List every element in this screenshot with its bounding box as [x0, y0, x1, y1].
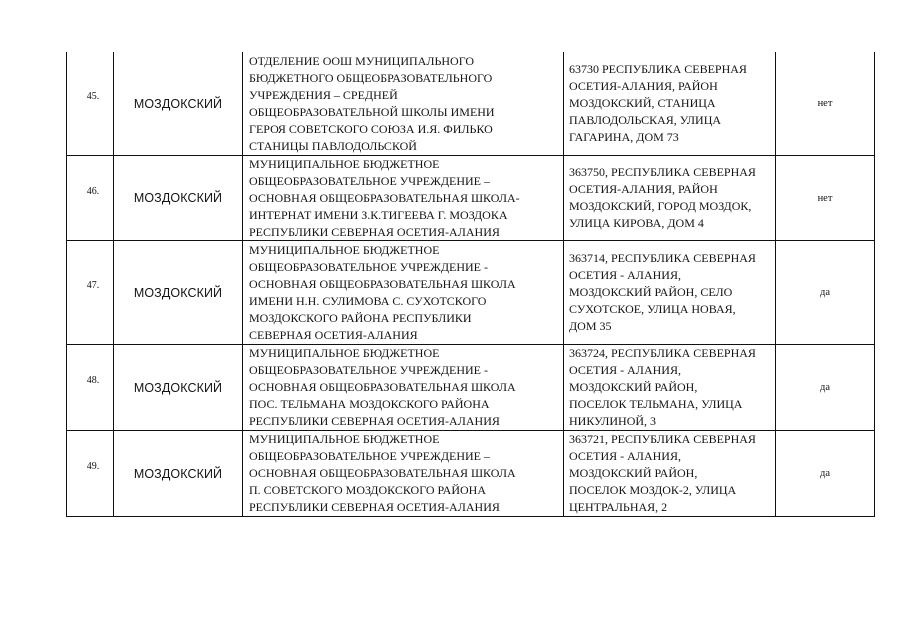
yes-no-cell: да: [775, 431, 875, 516]
schools-table: [66, 52, 875, 517]
row-number: 46.: [66, 156, 113, 240]
table-row: [66, 431, 875, 517]
row-number: 47.: [66, 241, 113, 344]
district-cell: МОЗДОКСКИЙ: [113, 241, 242, 344]
table-row: [66, 241, 875, 345]
address-cell: 363750, РЕСПУБЛИКА СЕВЕРНАЯ ОСЕТИЯ-АЛАНИЯ, РАЙОН МОЗДОКСКИЙ, ГОРОД МОЗДОК, УЛИЦА КИРОВА, ДОМ 4: [563, 156, 775, 240]
address-cell: 363721, РЕСПУБЛИКА СЕВЕРНАЯ ОСЕТИЯ - АЛАНИЯ, МОЗДОКСКИЙ РАЙОН, ПОСЕЛОК МОЗДОК-2, УЛИЦА ЦЕНТРАЛЬНАЯ, 2: [563, 431, 775, 516]
district-cell: МОЗДОКСКИЙ: [113, 156, 242, 240]
yes-no-cell: да: [775, 241, 875, 344]
yes-no-cell: да: [775, 345, 875, 430]
table-row: [66, 345, 875, 431]
address-cell: 363724, РЕСПУБЛИКА СЕВЕРНАЯ ОСЕТИЯ - АЛАНИЯ, МОЗДОКСКИЙ РАЙОН, ПОСЕЛОК ТЕЛЬМАНА, УЛИЦА НИКУЛИНОЙ, 3: [563, 345, 775, 430]
table-row: [66, 156, 875, 241]
district-cell: МОЗДОКСКИЙ: [113, 52, 242, 155]
district-cell: МОЗДОКСКИЙ: [113, 345, 242, 430]
address-cell: 363714, РЕСПУБЛИКА СЕВЕРНАЯ ОСЕТИЯ - АЛАНИЯ, МОЗДОКСКИЙ РАЙОН, СЕЛО СУХОТСКОЕ, УЛИЦА НОВАЯ, ДОМ 35: [563, 241, 775, 344]
address-cell: 63730 РЕСПУБЛИКА СЕВЕРНАЯ ОСЕТИЯ-АЛАНИЯ, РАЙОН МОЗДОКСКИЙ, СТАНИЦА ПАВЛОДОЛЬСКАЯ, УЛИЦА ГАГАРИНА, ДОМ 73: [563, 52, 775, 155]
school-name-cell: ОТДЕЛЕНИЕ ООШ МУНИЦИПАЛЬНОГО БЮДЖЕТНОГО ОБЩЕОБРАЗОВАТЕЛЬНОГО УЧРЕЖДЕНИЯ – СРЕДНЕЙ ОБЩЕОБРАЗОВАТЕЛЬНОЙ ШКОЛЫ ИМЕНИ ГЕРОЯ СОВЕТСКОГО СОЮЗА И.Я. ФИЛЬКО СТАНИЦЫ ПАВЛОДОЛЬСКОЙ: [242, 52, 563, 155]
school-name-cell: МУНИЦИПАЛЬНОЕ БЮДЖЕТНОЕ ОБЩЕОБРАЗОВАТЕЛЬНОЕ УЧРЕЖДЕНИЕ - ОСНОВНАЯ ОБЩЕОБРАЗОВАТЕЛЬНАЯ ШКОЛА ПОС. ТЕЛЬМАНА МОЗДОКСКОГО РАЙОНА РЕСПУБЛИКИ СЕВЕРНАЯ ОСЕТИЯ-АЛАНИЯ: [242, 345, 563, 430]
yes-no-cell: нет: [775, 156, 875, 240]
school-name-cell: МУНИЦИПАЛЬНОЕ БЮДЖЕТНОЕ ОБЩЕОБРАЗОВАТЕЛЬНОЕ УЧРЕЖДЕНИЕ – ОСНОВНАЯ ОБЩЕОБРАЗОВАТЕЛЬНАЯ ШКОЛА- ИНТЕРНАТ ИМЕНИ З.К.ТИГЕЕВА Г. МОЗДОКА РЕСПУБЛИКИ СЕВЕРНАЯ ОСЕТИЯ-АЛАНИЯ: [242, 156, 563, 240]
row-number: 45.: [66, 52, 113, 155]
yes-no-cell: нет: [775, 52, 875, 155]
district-cell: МОЗДОКСКИЙ: [113, 431, 242, 516]
school-name-cell: МУНИЦИПАЛЬНОЕ БЮДЖЕТНОЕ ОБЩЕОБРАЗОВАТЕЛЬНОЕ УЧРЕЖДЕНИЕ - ОСНОВНАЯ ОБЩЕОБРАЗОВАТЕЛЬНАЯ ШКОЛА ИМЕНИ Н.Н. СУЛИМОВА С. СУХОТСКОГО МОЗДОКСКОГО РАЙОНА РЕСПУБЛИКИ СЕВЕРНАЯ ОСЕТИЯ-АЛАНИЯ: [242, 241, 563, 344]
table-row: [66, 52, 875, 156]
row-number: 49.: [66, 431, 113, 516]
school-name-cell: МУНИЦИПАЛЬНОЕ БЮДЖЕТНОЕ ОБЩЕОБРАЗОВАТЕЛЬНОЕ УЧРЕЖДЕНИЕ – ОСНОВНАЯ ОБЩЕОБРАЗОВАТЕЛЬНАЯ ШКОЛА П. СОВЕТСКОГО МОЗДОКСКОГО РАЙОНА РЕСПУБЛИКИ СЕВЕРНАЯ ОСЕТИЯ-АЛАНИЯ: [242, 431, 563, 516]
row-number: 48.: [66, 345, 113, 430]
